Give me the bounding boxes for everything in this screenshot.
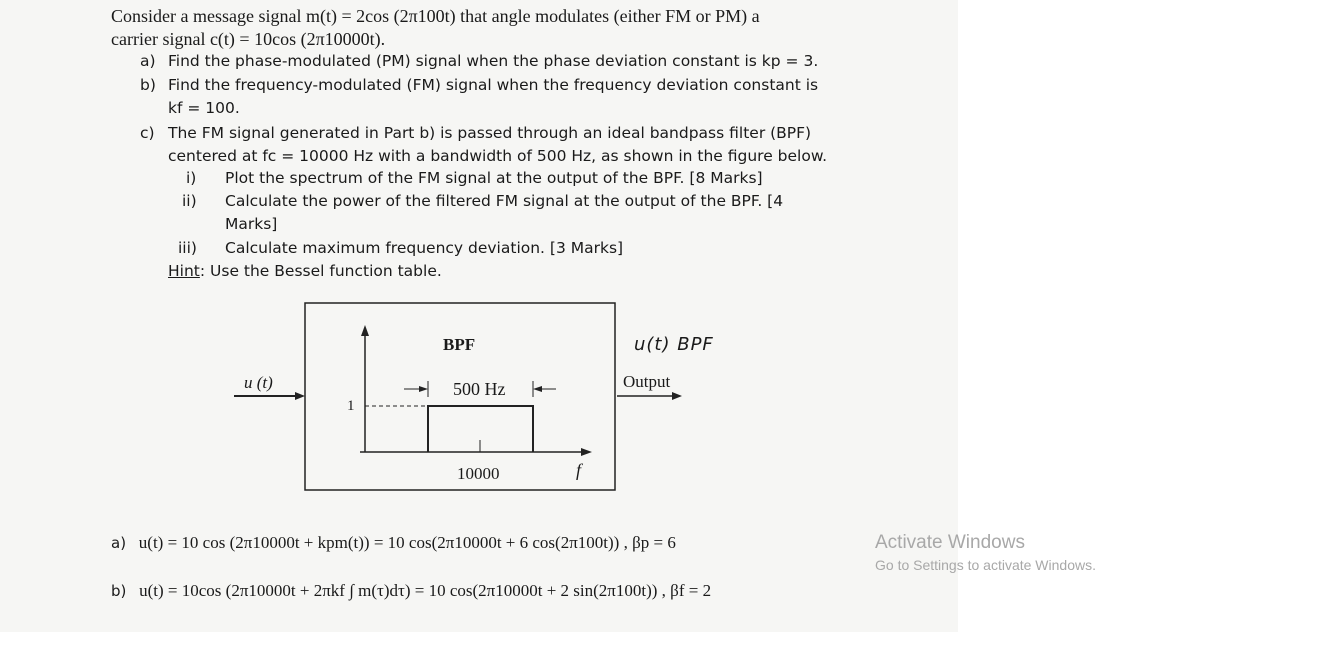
center-frequency-label: 10000 [457,464,500,483]
activate-windows-subtext: Go to Settings to activate Windows. [875,557,1096,573]
answer-a-text: u(t) = 10 cos (2π10000t + kpm(t)) = 10 cos(2π10000t + 6 cos(2π100t)) , βp = 6 [138,533,676,552]
part-b-label: b) [140,76,156,94]
part-c-text-2: centered at fc = 10000 Hz with a bandwidth of 500 Hz, as shown in the figure below. [168,147,828,165]
sub-iii-text: Calculate maximum frequency deviation. [3 Marks] [225,239,624,257]
sub-ii-text-2: Marks] [225,215,278,233]
intro-line-2: carrier signal c(t) = 10cos (2π10000t). [111,29,386,49]
level-label: 1 [347,398,355,414]
bw-right-arrowhead [533,386,542,392]
sub-iii-label: iii) [178,239,197,257]
bw-left-arrowhead [419,386,428,392]
answer-a-label: a) [111,534,127,552]
output-label: Output [623,372,671,391]
frequency-axis-label: f [576,460,582,480]
input-arrowhead [295,392,305,400]
answer-b-label: b) [111,582,127,600]
handwritten-output-label: u(t) BPF [634,334,714,355]
sub-i-text: Plot the spectrum of the FM signal at the output of the BPF. [8 Marks] [225,169,763,187]
sub-ii-label: ii) [182,192,197,210]
hint-label: Hint [168,262,200,280]
part-b-text-2: kf = 100. [168,99,240,117]
bpf-title: BPF [443,335,476,354]
input-label: u (t) [244,373,273,392]
part-a-text: Find the phase-modulated (PM) signal when the phase deviation constant is kp = 3. [168,52,819,70]
answer-b [111,581,711,601]
bandwidth-label: 500 Hz [453,379,506,399]
part-c-text-1: The FM signal generated in Part b) is passed through an ideal bandpass filter (BPF) [168,124,812,142]
activate-windows-watermark: Activate Windows [875,532,1025,553]
answer-a [111,533,676,553]
sub-ii-text-1: Calculate the power of the filtered FM signal at the output of the BPF. [4 [225,192,784,210]
sub-i-label: i) [186,169,197,187]
answer-b-text: u(t) = 10cos (2π10000t + 2πkf ∫ m(τ)dτ) = 10 cos(2π10000t + 2 sin(2π100t)) , βf = 2 [139,581,712,600]
part-c-label: c) [140,124,155,142]
output-arrowhead [672,392,682,400]
part-a-label: a) [140,52,156,70]
horizontal-axis-arrowhead [581,448,592,456]
hint-text: : Use the Bessel function table. [199,262,442,280]
intro-line-1: Consider a message signal m(t) = 2cos (2π100t) that angle modulates (either FM or PM) a [111,6,760,26]
vertical-axis-arrowhead [361,325,369,336]
part-b-text-1: Find the frequency-modulated (FM) signal when the frequency deviation constant is [168,76,819,94]
